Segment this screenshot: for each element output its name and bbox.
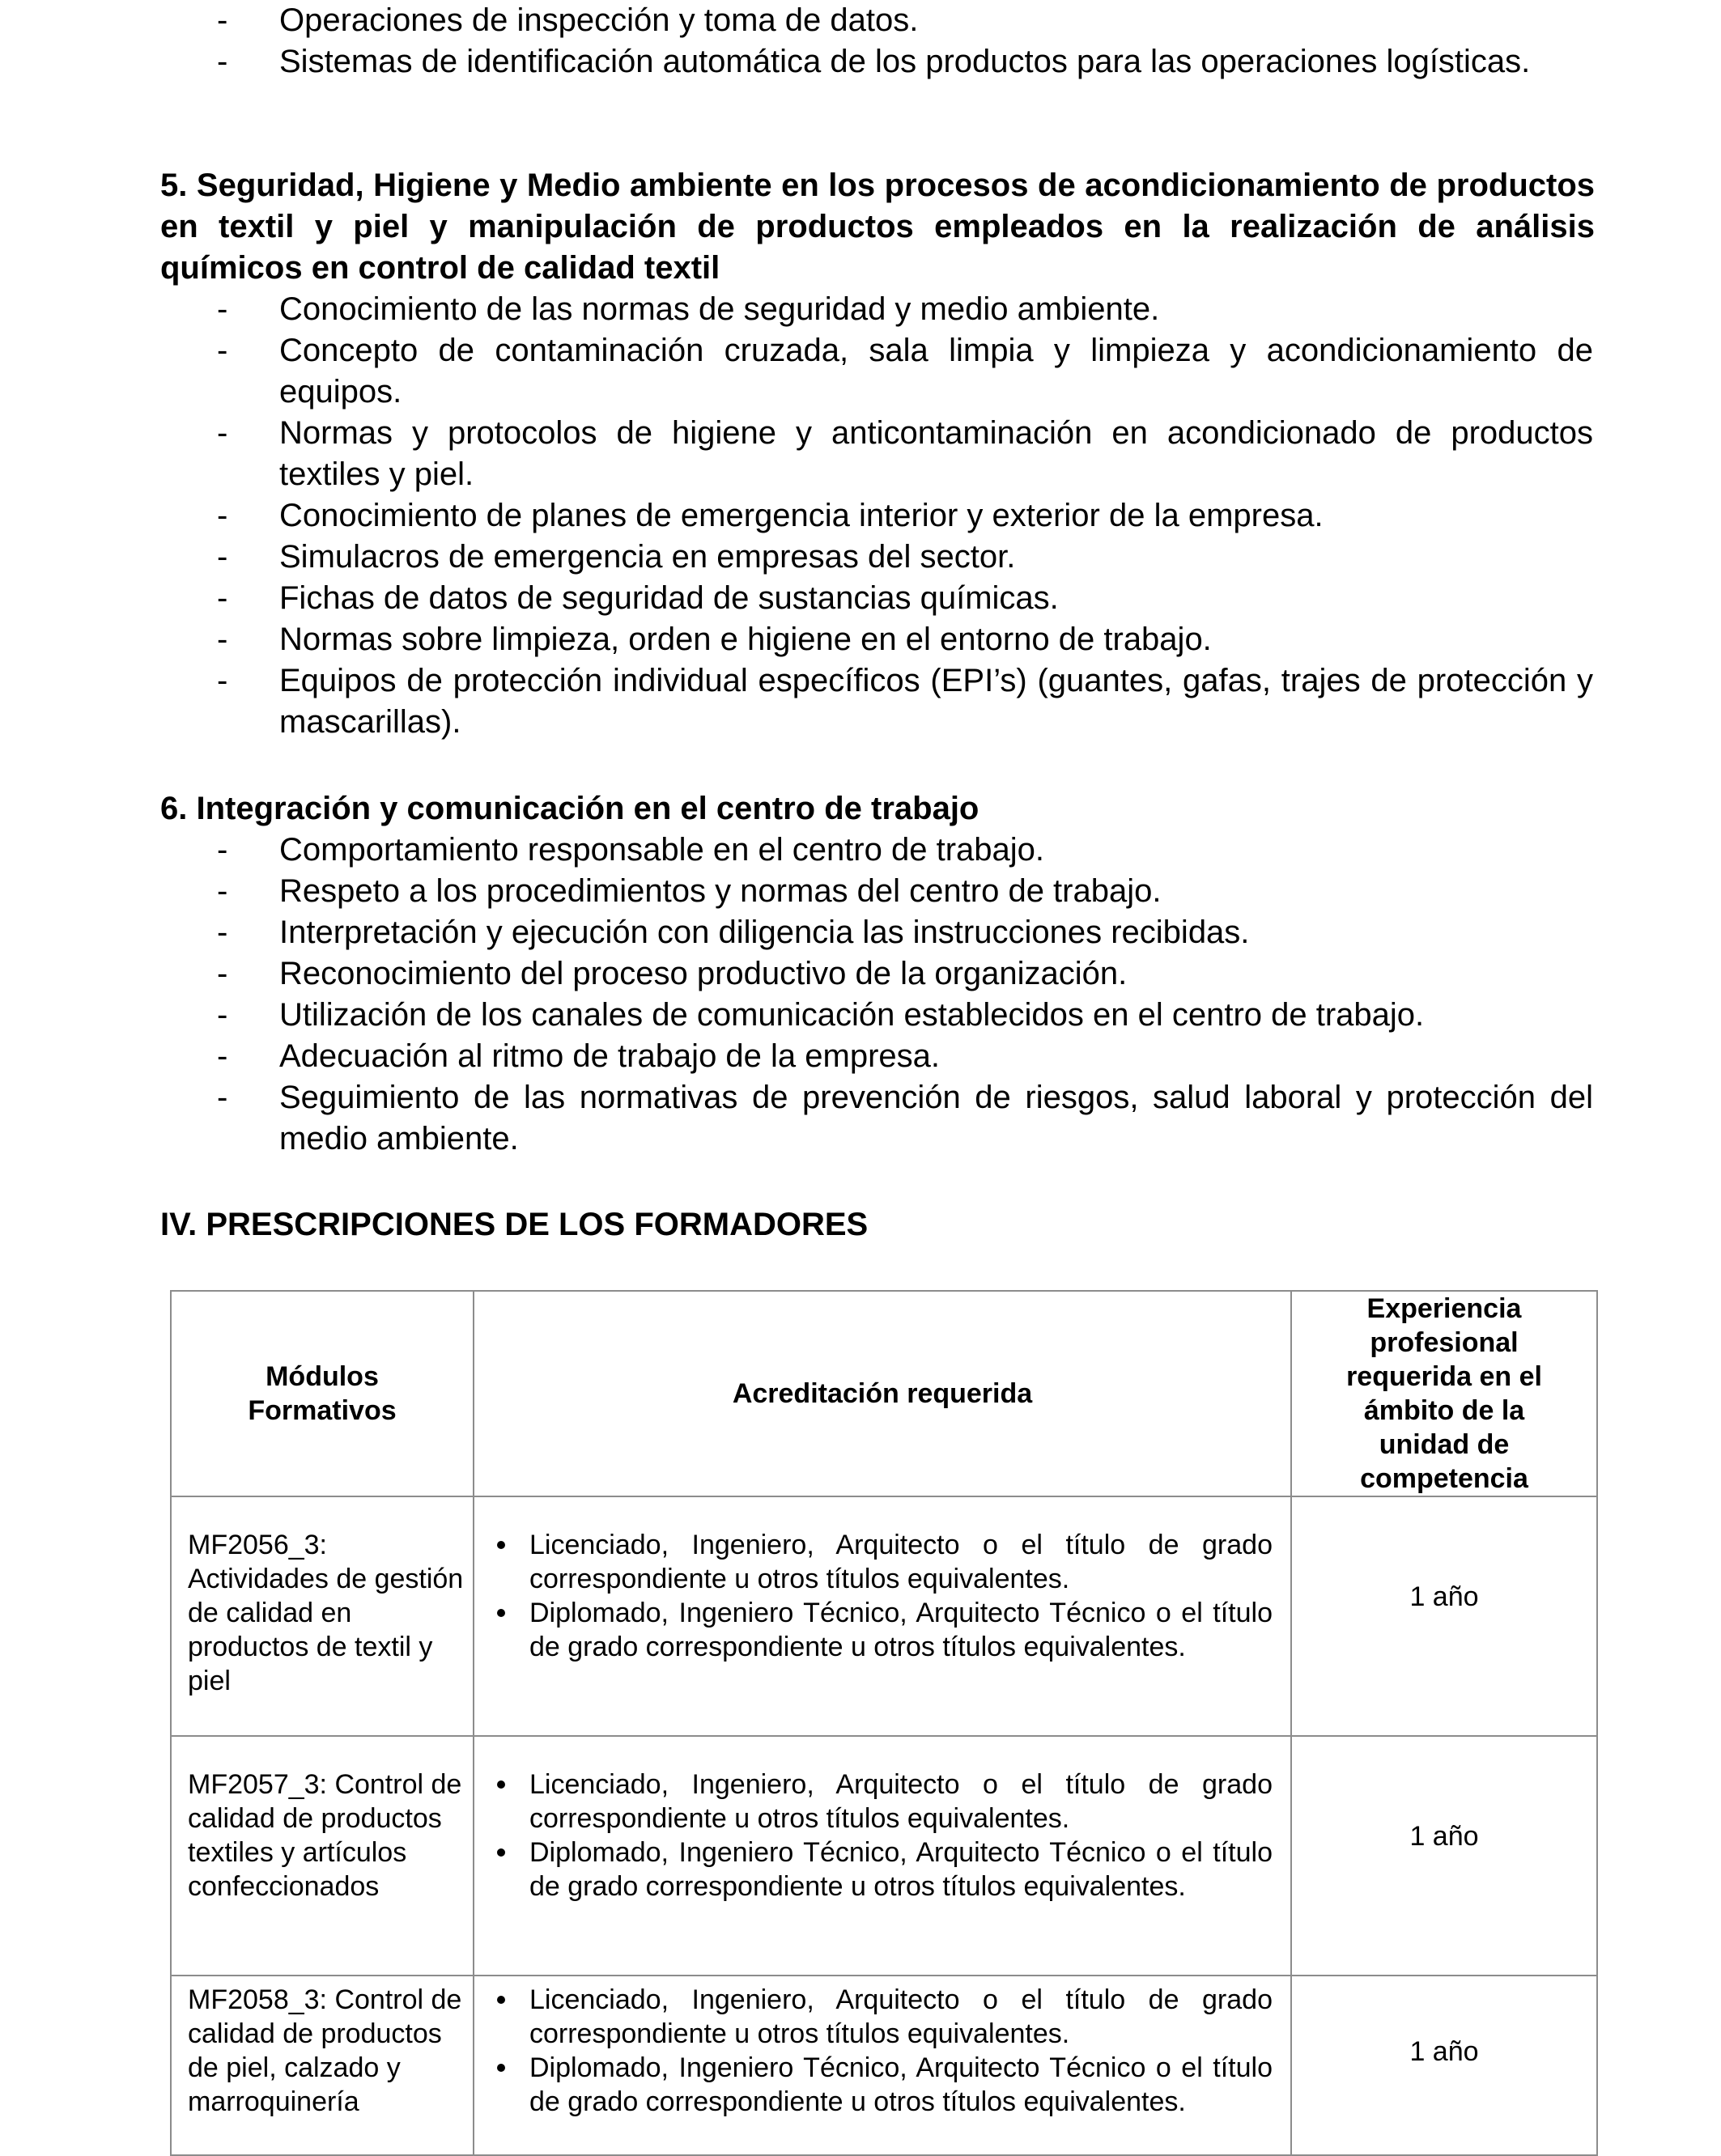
section-iv-heading: IV. PRESCRIPCIONES DE LOS FORMADORES	[160, 1207, 869, 1242]
section-5-heading: 5. Seguridad, Higiene y Medio ambiente en los procesos de acondicionamiento de productos en textil y piel y manipulación de productos empleados en la realización de análisis químicos en control de calidad textil	[160, 168, 1595, 286]
list-item: - Reconocimiento del proceso productivo de la organización.	[217, 956, 1128, 991]
bullet-icon	[497, 1609, 505, 1617]
header-accreditation: Acreditación requerida	[474, 1291, 1291, 1496]
module-cell: MF2056_3: Actividades de gestión de calidad en productos de textil y piel	[171, 1496, 474, 1736]
list-item: - Respeto a los procedimientos y normas del centro de trabajo.	[217, 873, 1162, 909]
module-cell: MF2058_3: Control de calidad de productos de piel, calzado y marroquinería	[171, 1976, 474, 2155]
list-item: - Seguimiento de las normativas de prevención de riesgos, salud laboral y protección del medio ambiente.	[217, 1080, 1593, 1157]
list-item: - Simulacros de emergencia en empresas del sector.	[217, 539, 1016, 575]
top-list	[160, 0, 1595, 83]
bullet-icon	[497, 1541, 505, 1549]
bullet-icon	[497, 1780, 505, 1789]
list-item: - Normas sobre limpieza, orden e higiene en el entorno de trabajo.	[217, 622, 1212, 657]
list-item: - Interpretación y ejecución con diligencia las instrucciones recibidas.	[217, 915, 1250, 950]
list-item: - Comportamiento responsable en el centro de trabajo.	[217, 832, 1044, 868]
list-item: - Sistemas de identificación automática de los productos para las operaciones logísticas.	[217, 44, 1531, 79]
section-5	[160, 165, 1595, 743]
list-item: - Fichas de datos de seguridad de sustancias químicas.	[217, 580, 1059, 616]
list-item: Licenciado, Ingeniero, Arquitecto o el título de grado correspondiente u otros títulos equivalentes.	[486, 1768, 1273, 1836]
list-item: - Equipos de protección individual específicos (EPI’s) (guantes, gafas, trajes de protección y mascarillas).	[217, 663, 1593, 740]
list-item: Diplomado, Ingeniero Técnico, Arquitecto Técnico o el título de grado correspondiente u otros títulos equivalentes.	[486, 1596, 1273, 1664]
list-item: - Utilización de los canales de comunicación establecidos en el centro de trabajo.	[217, 997, 1425, 1033]
list-item: - Concepto de contaminación cruzada, sala limpia y limpieza y acondicionamiento de equipos.	[217, 333, 1593, 410]
section-5-list	[160, 289, 1595, 743]
table-header-row	[171, 1291, 1597, 1496]
accreditation-cell	[474, 1496, 1291, 1736]
module-cell: MF2057_3: Control de calidad de productos textiles y artículos confeccionados	[171, 1736, 474, 1976]
bullet-icon	[497, 1848, 505, 1857]
list-item: - Normas y protocolos de higiene y anticontaminación en acondicionado de productos textiles y piel.	[217, 415, 1593, 492]
table-row	[171, 1496, 1597, 1736]
section-6-heading: 6. Integración y comunicación en el centro de trabajo	[160, 791, 979, 826]
bullet-icon	[497, 1996, 505, 2004]
header-experience: Experiencia profesional requerida en el ámbito de la unidad de competencia	[1291, 1291, 1597, 1496]
experience-cell: 1 año	[1291, 1976, 1597, 2155]
bullet-icon	[497, 2064, 505, 2072]
list-item: - Conocimiento de planes de emergencia interior y exterior de la empresa.	[217, 498, 1324, 533]
accreditation-cell	[474, 1736, 1291, 1976]
table-row	[171, 1736, 1597, 1976]
section-6	[160, 788, 1595, 1160]
list-item: - Adecuación al ritmo de trabajo de la empresa.	[217, 1038, 941, 1074]
section-6-list	[160, 830, 1595, 1160]
list-item: - Operaciones de inspección y toma de datos.	[217, 2, 919, 38]
table-row	[171, 1976, 1597, 2155]
list-item: - Conocimiento de las normas de seguridad y medio ambiente.	[217, 291, 1160, 327]
list-item: Licenciado, Ingeniero, Arquitecto o el título de grado correspondiente u otros títulos equivalentes.	[486, 1983, 1273, 2051]
prescriptions-table	[170, 1290, 1598, 2156]
experience-cell: 1 año	[1291, 1496, 1597, 1736]
header-modules: Módulos Formativos	[171, 1291, 474, 1496]
experience-cell: 1 año	[1291, 1736, 1597, 1976]
list-item: Diplomado, Ingeniero Técnico, Arquitecto Técnico o el título de grado correspondiente u otros títulos equivalentes.	[486, 1836, 1273, 1903]
accreditation-cell	[474, 1976, 1291, 2155]
list-item: Diplomado, Ingeniero Técnico, Arquitecto Técnico o el título de grado correspondiente u otros títulos equivalentes.	[486, 2051, 1273, 2119]
list-item: Licenciado, Ingeniero, Arquitecto o el título de grado correspondiente u otros títulos equivalentes.	[486, 1528, 1273, 1596]
